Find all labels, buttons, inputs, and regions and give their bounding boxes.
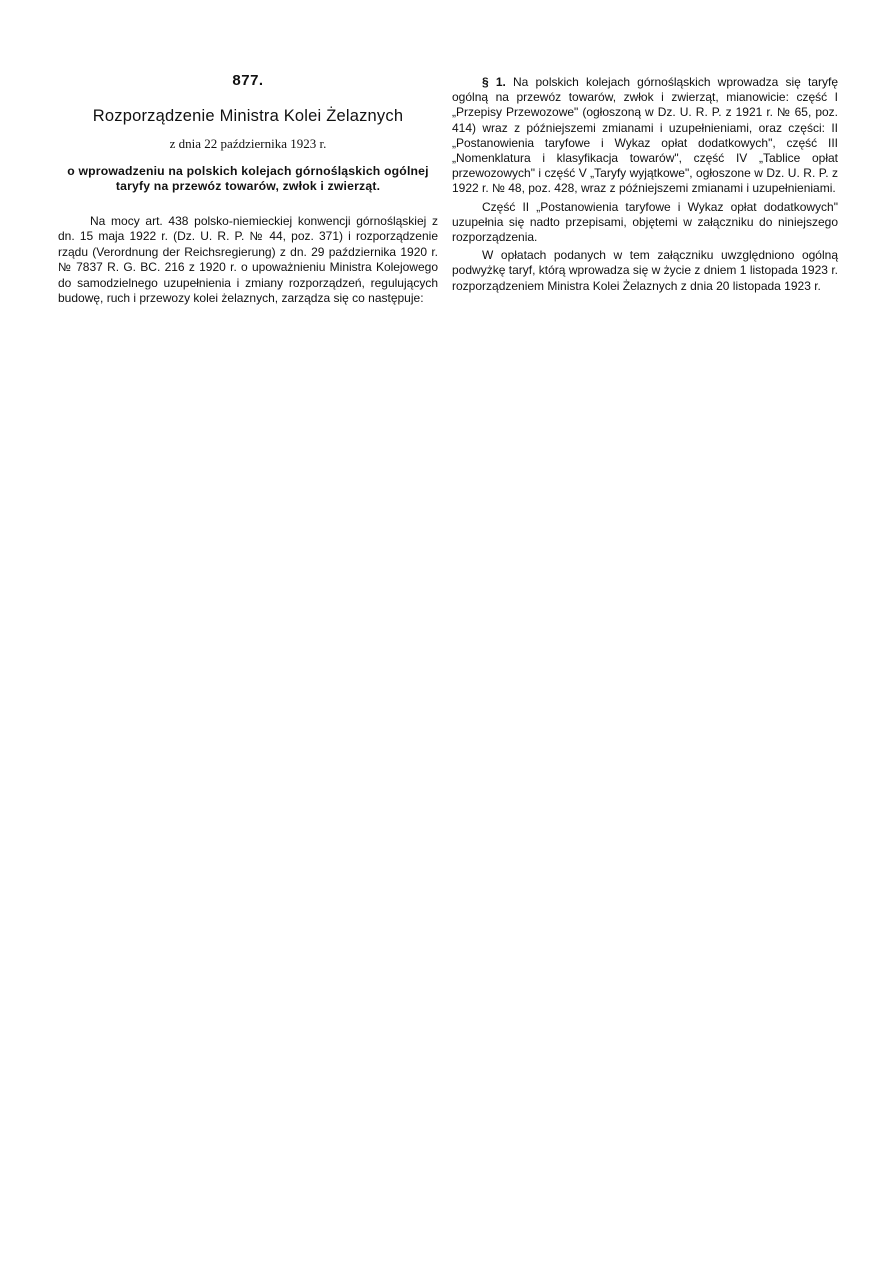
section-1-paragraph-3: W opłatach podanych w tem załączniku uwzględniono ogólną podwyżkę taryf, którą wprowadza się w życie z dniem 1 listopada 1923 r. rozporządzeniem Ministra Kolei Żelaznych z dnia 20 listopada 1923 r. bbox=[452, 248, 838, 293]
preamble-paragraph: Na mocy art. 438 polsko-niemieckiej konwencji górnośląskiej z dn. 15 maja 1922 r. (Dz. U. R. P. № 44, poz. 371) i rozporządzenie rządu (Verordnung der Reichsregierung) z dn. 29 października 1920 r. № 7837 R. G. BC. 216 z 1920 r. o upoważnieniu Ministra Kolejowego do samodzielnego uzupełnienia i zmiany rozporządzeń, regulujących budowę, ruch i przewozy kolei żelaznych, zarządza się co następuje: bbox=[58, 214, 438, 306]
right-column bbox=[452, 75, 838, 297]
section-1-paragraph bbox=[452, 75, 838, 197]
document-number: 877. bbox=[232, 72, 264, 89]
document-date: z dnia 22 października 1923 r. bbox=[169, 136, 327, 151]
section-1-mark: § 1. bbox=[482, 75, 506, 89]
left-column bbox=[58, 72, 438, 310]
document-title: Rozporządzenie Ministra Kolei Żelaznych bbox=[92, 107, 404, 125]
section-1-text: Na polskich kolejach górnośląskich wprowadza się taryfę ogólną na przewóz towarów, zwłok i zwierząt, mianowicie: część I „Przepisy Przewozowe" (ogłoszoną w Dz. U. R. P. z 1921 r. № 65, poz. 414) wraz z późniejszemi zmianami i uzupełnieniami, oraz części: II „Postanowienia taryfowe i Wykaz opłat dodatkowych", część III „Nomenklatura i klasyfikacja towarów", część IV „Tablice opłat przewozowych" i część V „Taryfy wyjątkowe", ogłoszone w Dz. U. R. P. z 1922 r. № 48, poz. 428, wraz z późniejszemi zmianami i uzupełnieniami. bbox=[452, 75, 838, 196]
section-1-paragraph-2: Część II „Postanowienia taryfowe i Wykaz opłat dodatkowych" uzupełnia się nadto przepisami, objętemi w załączniku do niniejszego rozporządzenia. bbox=[452, 199, 838, 245]
document-subject: o wprowadzeniu na polskich kolejach górnośląskich ogólnej taryfy na przewóz towarów, zwłok i zwierząt. bbox=[67, 164, 429, 193]
